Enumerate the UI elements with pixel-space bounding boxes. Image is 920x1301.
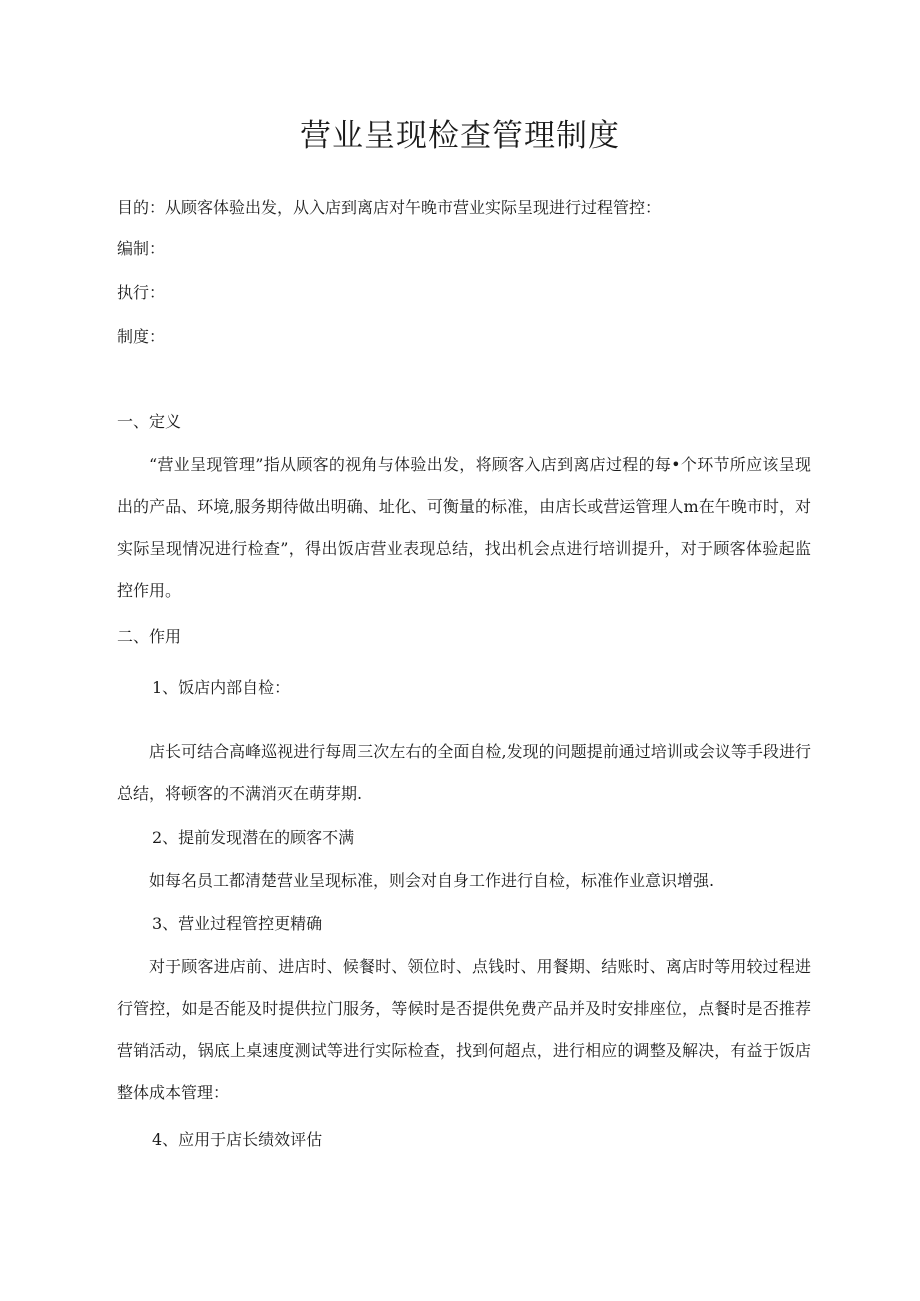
execution-field: 执行： (117, 283, 166, 302)
author-field: 编制： (117, 239, 166, 258)
definition-paragraph: “营业呈现管理”指从顾客的视角与体验出发，将顾客入店到离店过程的每•个环节所应该呈现出的产品、环境,服务期待做出明确、址化、可衡量的标准，由店长或营运管理人m在午晚市时，对实际呈现情况进行检查”，得出饭店营业表现总结，找出机会点进行培训提升，对于顾客体验起监控作用。 (117, 455, 811, 600)
definition-heading: 一、定义 (117, 412, 182, 431)
system-field: 制度： (117, 327, 166, 346)
item3-heading: 3、营业过程管控更精确 (152, 914, 323, 933)
function-heading: 二、作用 (117, 627, 182, 646)
item4-heading: 4、应用于店长绩效评估 (152, 1130, 323, 1149)
item3-paragraph: 对于顾客进店前、进店时、候餐时、领位时、点钱时、用餐期、结账时、离店时等用较过程进行管控，如是否能及时提供拉门服务，等候时是否提供免费产品并及时安排座位，点餐时是否推荐营销活动，锅底上桌速度测试等进行实际检查，找到何超点，进行相应的调整及解决，有益于饭店整体成本管理： (117, 957, 811, 1102)
item1-paragraph: 店长可结合高峰巡视进行每周三次左右的全面自检,发现的问题提前通过培训或会议等手段进行总结，将顿客的不满消灭在萌芽期. (117, 742, 811, 803)
purpose-field: 目的：从顾客体验出发，从入店到离店对午晚市营业实际呈现进行过程管控： (117, 198, 662, 217)
item2-heading: 2、提前发现潜在的顾客不满 (152, 828, 355, 847)
item2-paragraph: 如每名员工都清楚营业呈现标准，则会对自身工作进行自检，标准作业意识增强. (149, 871, 715, 890)
item1-heading: 1、饭店内部自检： (152, 678, 291, 697)
document-title: 营业呈现检查管理制度 (300, 118, 620, 154)
